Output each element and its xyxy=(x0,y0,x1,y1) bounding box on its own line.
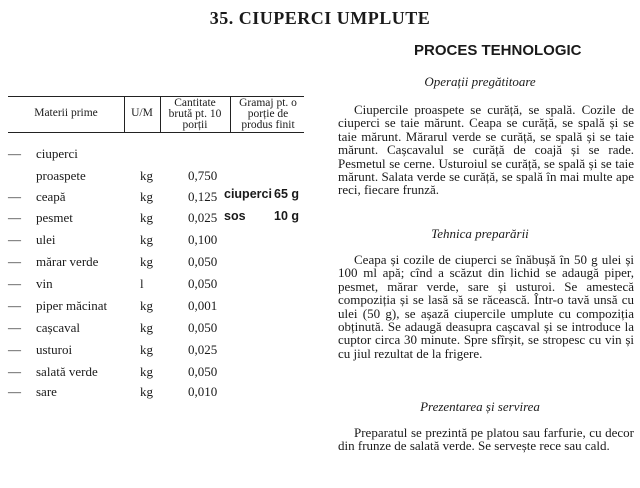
row-dash: — xyxy=(8,364,21,379)
quantity: 0,025 xyxy=(188,342,218,357)
quantity: 0,050 xyxy=(188,276,218,291)
material-name: ciuperci xyxy=(36,146,78,161)
material-name: usturoi xyxy=(36,342,73,357)
material-name: proaspete xyxy=(36,168,86,183)
quantity: 0,010 xyxy=(188,384,218,399)
section-text: Ceapa și cozile de ciuperci se înăbușă în 50 g ulei și 100 ml apă; cînd a scăzut din lichid se adaugă piper, pesmet, mărar verde, sare și usturoi. Se amestecă compoziția și se lasă să se răcească. Într-o tavă unsă cu ulei (50 g), se așază ciupercile umplute cu compoziția obținută. Se adaugă deasupra cașcaval și se introduce la cuptor circa 30 minute. Spre sfîrșit, se stropesc cu vin și cu jiul rezultat de la frigere. xyxy=(338,252,634,361)
material-name: ulei xyxy=(36,232,56,247)
row-dash: — xyxy=(8,210,21,225)
table-divider xyxy=(230,96,231,133)
material-name: salată verde xyxy=(36,364,98,379)
process-heading: PROCES TEHNOLOGIC xyxy=(414,42,582,59)
material-name: cașcaval xyxy=(36,320,81,335)
unit: l xyxy=(140,276,144,291)
gramaj-value: 10 g xyxy=(274,209,300,223)
quantity: 0,050 xyxy=(188,320,218,335)
unit: kg xyxy=(140,168,153,183)
header-gramaj: Gramaj pt. o porție de produs finit xyxy=(239,97,297,131)
section-text: Ciupercile proaspete se curăță, se spală. Cozile de ciuperci se taie mărunt. Ceapa se curăță, se spală și se taie mărunt. Mărarul verde se curăță, se spală și se taie mărunt. Cașcavalul se curăță de coajă și se rade. Pesmetul se cerne. Usturoiul se curăță, se spală și se taie mărunt. Salata verde se curăță, se spală în mai multe ape reci, fiecare frunză. xyxy=(338,102,634,198)
unit: kg xyxy=(140,364,153,379)
section-title: Operații pregătitoare xyxy=(424,74,536,89)
unit: kg xyxy=(140,342,153,357)
gramaj-label: ciuperci xyxy=(224,187,272,201)
quantity: 0,025 xyxy=(188,210,218,225)
row-dash: — xyxy=(8,189,21,204)
material-name: sare xyxy=(36,384,57,399)
row-dash: — xyxy=(8,320,21,335)
row-dash: — xyxy=(8,298,21,313)
unit: kg xyxy=(140,298,153,313)
row-dash: — xyxy=(8,232,21,247)
row-dash: — xyxy=(8,342,21,357)
unit: kg xyxy=(140,232,153,247)
unit: kg xyxy=(140,210,153,225)
section-title: Tehnica preparării xyxy=(431,226,529,241)
quantity: 0,001 xyxy=(188,298,218,313)
quantity: 0,750 xyxy=(188,168,218,183)
unit: kg xyxy=(140,320,153,335)
quantity: 0,050 xyxy=(188,254,218,269)
gramaj-value: 65 g xyxy=(274,187,300,201)
row-dash: — xyxy=(8,146,21,161)
table-divider xyxy=(160,96,161,133)
material-name: mărar verde xyxy=(36,254,99,269)
row-dash: — xyxy=(8,276,21,291)
header-cantitate: Cantitate brută pt. 10 porții xyxy=(168,97,222,131)
material-name: vin xyxy=(36,276,53,291)
header-materii: Materii prime xyxy=(34,107,98,119)
quantity: 0,050 xyxy=(188,364,218,379)
quantity: 0,100 xyxy=(188,232,218,247)
unit: kg xyxy=(140,384,153,399)
row-dash: — xyxy=(8,254,21,269)
header-um: U/M xyxy=(131,107,153,119)
unit: kg xyxy=(140,189,153,204)
material-name: ceapă xyxy=(36,189,66,204)
material-name: piper măcinat xyxy=(36,298,108,313)
table-header-rule xyxy=(8,132,304,133)
unit: kg xyxy=(140,254,153,269)
section-text: Preparatul se prezintă pe platou sau farfurie, cu decor din frunze de salată verde. Se servește rece sau cald. xyxy=(338,425,634,454)
recipe-title: 35. CIUPERCI UMPLUTE xyxy=(209,8,431,28)
section-title: Prezentarea și servirea xyxy=(420,399,540,414)
quantity: 0,125 xyxy=(188,189,218,204)
gramaj-label: sos xyxy=(224,209,246,223)
row-dash: — xyxy=(8,384,21,399)
material-name: pesmet xyxy=(36,210,73,225)
